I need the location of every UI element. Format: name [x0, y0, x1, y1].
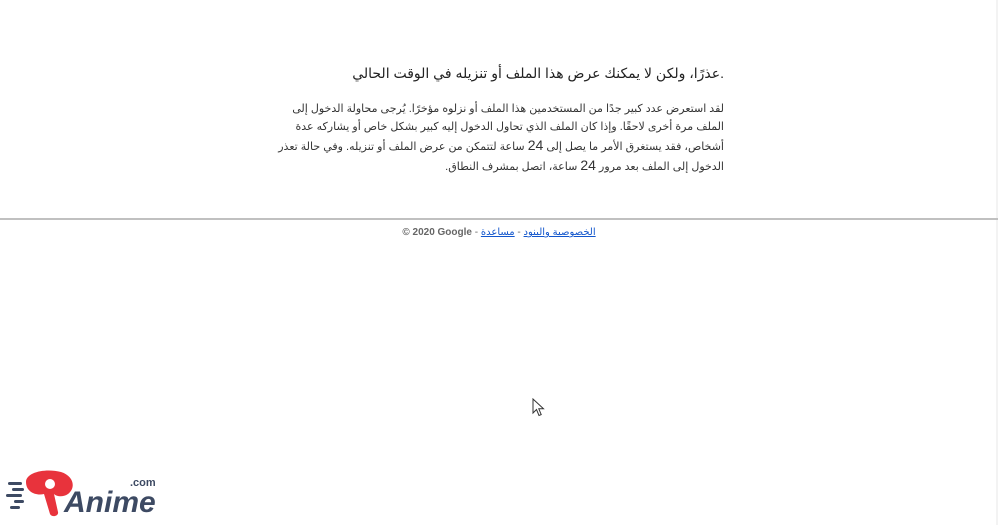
error-description-part: ساعة لتتمكن من عرض الملف أو تنزيله. وفي حالة تعذر الدخول إلى الملف بعد مرور	[278, 141, 724, 173]
separator: -	[471, 227, 481, 238]
mouse-cursor-icon	[532, 398, 546, 423]
separator: -	[514, 227, 524, 238]
help-link[interactable]: مساعدة	[480, 227, 515, 238]
hours-value: 24	[527, 137, 544, 153]
brand-suffix: .com	[130, 477, 156, 489]
speed-lines-icon	[6, 482, 24, 509]
watermark-logo	[6, 468, 176, 520]
privacy-terms-link[interactable]: الخصوصية والبنود	[523, 227, 596, 238]
error-title: .عذرًا، ولكن لا يمكنك عرض هذا الملف أو تنزيله في الوقت الحالي	[352, 65, 724, 81]
brand-name: Anime	[64, 486, 156, 519]
copyright: © 2020 Google	[402, 227, 472, 238]
error-description-part: لقد استعرض عدد كبير جدًا من المستخدمين هذا الملف أو نزلوه مؤخرًا. يُرجى محاولة الدخول إلى الملف مرة أخرى لاحقًا. وإذا كان الملف الذي تحاول الدخول إليه كبير بشكل خاص أو يشاركه عدة أشخاص، فقد يستغرق الأمر ما يصل إلى	[292, 103, 724, 153]
error-description	[268, 100, 724, 176]
hours-value: 24	[580, 157, 596, 173]
footer-divider	[0, 218, 998, 220]
error-message-container	[268, 62, 724, 176]
footer	[0, 227, 998, 238]
error-description-part: ساعة، اتصل بمشرف النطاق.	[445, 161, 581, 173]
